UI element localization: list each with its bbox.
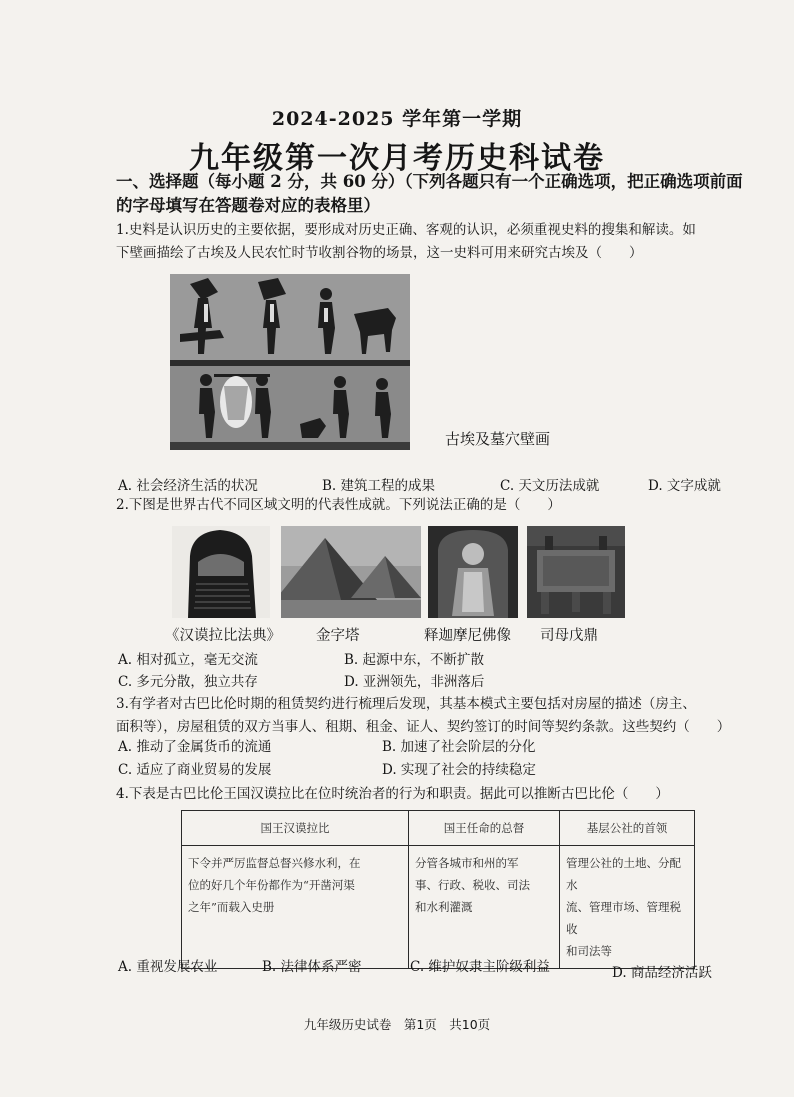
exam-year-term: 2024-2025 学年第一学期 bbox=[271, 108, 523, 130]
table-row bbox=[182, 846, 695, 969]
q4-option-c: C. 维护奴隶主阶级利益 bbox=[410, 959, 550, 975]
table-header-king: 国王汉谟拉比 bbox=[182, 811, 409, 846]
cell-line: 管理公社的土地、分配水 bbox=[566, 856, 681, 892]
cell-line: 分管各城市和州的军 bbox=[415, 856, 519, 870]
q3-option-b: B. 加速了社会阶层的分化 bbox=[382, 739, 536, 755]
section-heading-line-2: 的字母填写在答题卷对应的表格里） bbox=[116, 196, 380, 215]
page-footer: 九年级历史试卷 第1页 共10页 bbox=[303, 1017, 491, 1032]
table-header-row bbox=[182, 811, 695, 846]
q2-option-d: D. 亚洲领先，非洲落后 bbox=[344, 674, 485, 690]
question-2-stem bbox=[116, 494, 776, 517]
table-cell-king bbox=[182, 846, 409, 969]
buddha-statue-image bbox=[428, 526, 518, 618]
q4-option-a: A. 重视发展农业 bbox=[118, 959, 218, 975]
question-4-stem bbox=[116, 783, 776, 806]
table-cell-commune-leader bbox=[560, 846, 695, 969]
q4-option-b: B. 法律体系严密 bbox=[262, 959, 362, 975]
question-3-stem bbox=[116, 693, 776, 739]
q3-option-a: A. 推动了金属货币的流通 bbox=[118, 739, 272, 755]
caption-pyramid: 金字塔 bbox=[316, 628, 360, 644]
question-2-line-1: 2.下图是世界古代不同区域文明的代表性成就。下列说法正确的是（ ） bbox=[116, 497, 561, 513]
question-1-line-2: 下壁画描绘了古埃及人民农忙时节收割谷物的场景，这一史料可用来研究古埃及（ ） bbox=[116, 245, 643, 261]
ruler-duties-table bbox=[181, 810, 695, 969]
q3-option-c: C. 适应了商业贸易的发展 bbox=[118, 762, 272, 778]
q4-option-d: D. 商品经济活跃 bbox=[612, 965, 712, 981]
simuwu-ding-image bbox=[527, 526, 625, 618]
q2-option-b: B. 起源中东，不断扩散 bbox=[344, 652, 485, 668]
caption-simuwu-ding: 司母戊鼎 bbox=[540, 628, 598, 644]
section-heading bbox=[116, 170, 778, 218]
question-4-line-1: 4.下表是古巴比伦王国汉谟拉比在位时统治者的行为和职责。据此可以推断古巴比伦（ ） bbox=[116, 786, 669, 802]
section-heading-line-1: 一、选择题（每小题 2 分，共 60 分）（下列各题只有一个正确选项，把正确选项前面 bbox=[116, 172, 743, 191]
table-header-commune-leader: 基层公社的首领 bbox=[560, 811, 695, 846]
q1-option-d: D. 文字成就 bbox=[648, 478, 721, 494]
cell-line: 和司法等 bbox=[566, 944, 612, 958]
pyramid-image bbox=[281, 526, 421, 618]
question-3-line-2: 面积等），房屋租赁的双方当事人、租期、租金、证人、契约签订的时间等契约条款。这些契约（ ） bbox=[116, 719, 731, 735]
q1-option-b: B. 建筑工程的成果 bbox=[322, 478, 436, 494]
q2-option-c: C. 多元分散，独立共存 bbox=[118, 674, 258, 690]
cell-line: 和水利灌溉 bbox=[415, 900, 473, 914]
table-cell-governor bbox=[409, 846, 560, 969]
cell-line: 下令并严厉监督总督兴修水利，在 bbox=[188, 856, 361, 870]
question-3-line-1: 3.有学者对古巴比伦时期的租赁契约进行梳理后发现，其基本模式主要包括对房屋的描述（房主、 bbox=[116, 696, 696, 712]
cell-line: 之年”而载入史册 bbox=[188, 900, 275, 914]
mural-caption: 古埃及墓穴壁画 bbox=[445, 430, 551, 448]
egyptian-tomb-mural-image bbox=[170, 274, 410, 450]
q1-option-a: A. 社会经济生活的状况 bbox=[118, 478, 258, 494]
exam-title: 九年级第一次月考历史科试卷 bbox=[189, 141, 605, 176]
q2-option-a: A. 相对孤立，毫无交流 bbox=[118, 652, 258, 668]
q3-option-d: D. 实现了社会的持续稳定 bbox=[382, 762, 536, 778]
caption-hammurabi-code: 《汉谟拉比法典》 bbox=[165, 628, 281, 644]
caption-buddha-statue: 释迦摩尼佛像 bbox=[424, 628, 511, 644]
cell-line: 位的好几个年份都作为“开凿河渠 bbox=[188, 878, 355, 892]
cell-line: 流、管理市场、管理税收 bbox=[566, 900, 681, 936]
question-1-stem bbox=[116, 219, 776, 265]
q1-option-c: C. 天文历法成就 bbox=[500, 478, 600, 494]
table-header-governor: 国王任命的总督 bbox=[409, 811, 560, 846]
cell-line: 事、行政、税收、司法 bbox=[415, 878, 530, 892]
question-1-line-1: 1.史料是认识历史的主要依据，要形成对历史正确、客观的认识，必须重视史料的搜集和解读。如 bbox=[116, 222, 696, 238]
hammurabi-code-image bbox=[172, 526, 270, 618]
